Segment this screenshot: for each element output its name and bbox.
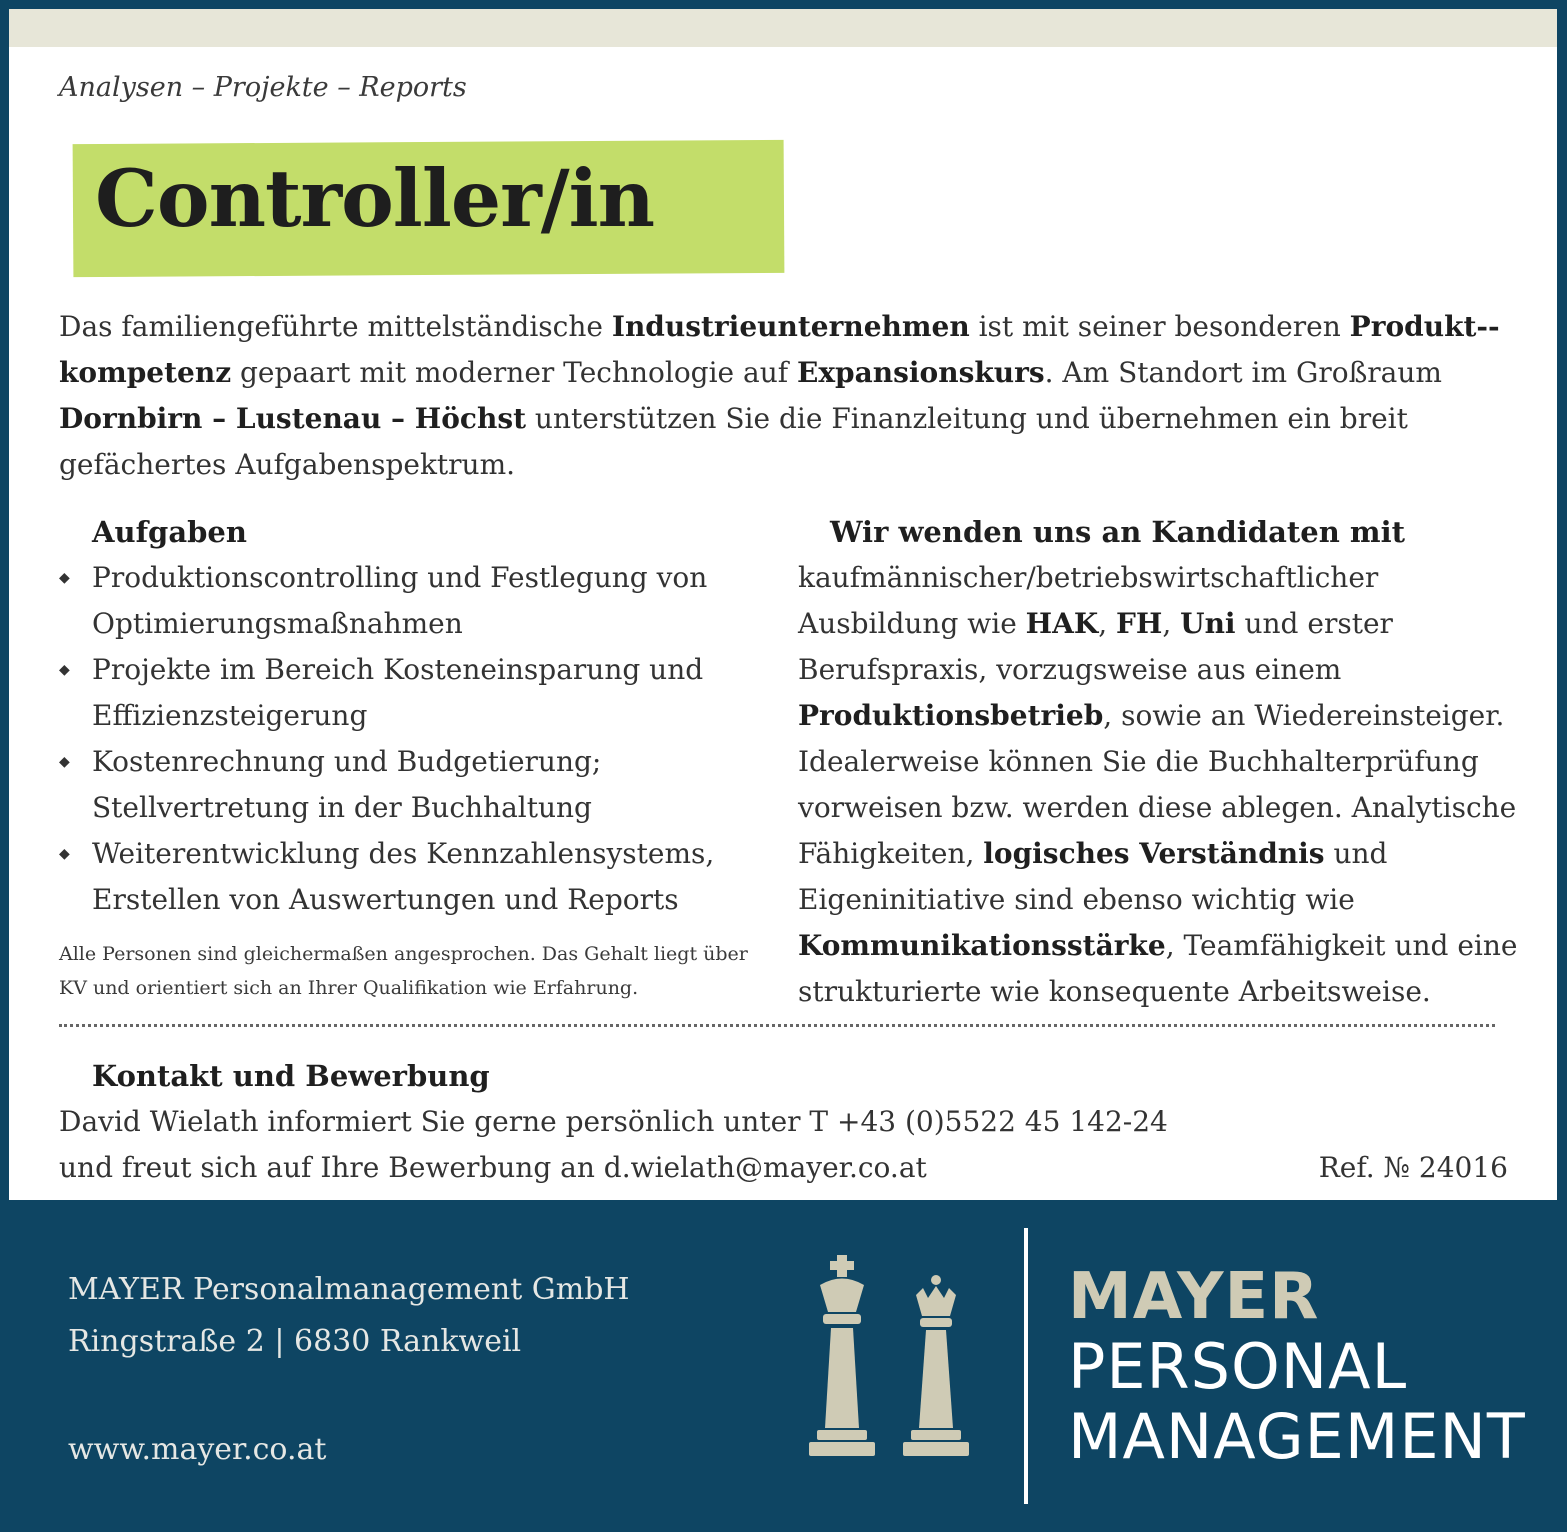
- contact-section: [59, 1053, 1499, 1191]
- profile-heading: Wir wenden uns an Kandidaten mit: [830, 515, 1405, 549]
- brand-line-mayer: MAYER: [1068, 1260, 1320, 1334]
- profile-column: [798, 509, 1518, 1015]
- diamond-bullet-icon: ◆: [59, 846, 70, 862]
- page-title: Controller/in: [95, 152, 655, 245]
- tasks-list: [59, 555, 759, 923]
- contact-email-line: und freut sich auf Ihre Bewerbung an d.wielath@mayer.co.at: [59, 1151, 927, 1184]
- reference-number: Ref. № 24016: [1318, 1151, 1508, 1184]
- profile-text: kaufmännischer/betriebswirtschaftlicher Ausbildung wie HAK, FH, Uni und erster Berufspraxis, vorzugsweise aus einem Produktionsbetrieb, sowie an Wiedereinsteiger. Idealerweise können Sie die Buchhalterprüfung vorweisen bzw. werden diese ablegen. Analytische Fähigkeiten, logisches Verständnis und Eigeninitiative sind ebenso wichtig wie Kommunikationsstärke, Teamfähigkeit und eine strukturierte wie konsequente Arbeitsweise.: [798, 561, 1518, 1008]
- intro-paragraph: Das familiengeführte mittelständische Industrieunternehmen ist mit seiner besonderen Produkt-kompetenz gepaart mit moderner Technologie auf Expansionskurs. Am Standort im Großraum Dornbirn – Lustenau – Höchst unterstützen Sie die Finanzleitung und übernehmen ein breit gefächertes Aufgabenspektrum.: [59, 310, 1500, 481]
- diamond-bullet-icon: ◆: [59, 662, 70, 678]
- brand-logo: [1068, 1262, 1526, 1472]
- list-item: ◆ Kostenrechnung und Budgetierung; Stellvertretung in der Buchhaltung: [59, 739, 759, 831]
- top-band: [9, 9, 1557, 47]
- brand-line-personal: PERSONAL: [1068, 1330, 1408, 1403]
- list-item: ◆ Projekte im Bereich Kosteneinsparung und Effizienzsteigerung: [59, 647, 759, 739]
- brand-divider: [1024, 1228, 1028, 1504]
- list-item: ◆ Weiterentwicklung des Kennzahlensystems, Erstellen von Auswertungen und Reports: [59, 831, 759, 923]
- diamond-bullet-icon: ◆: [59, 754, 70, 770]
- kicker: Analysen – Projekte – Reports: [59, 72, 467, 103]
- list-item: ◆ Produktionscontrolling und Festlegung von Optimierungsmaßnahmen: [59, 555, 759, 647]
- tasks-column: [59, 509, 759, 923]
- chess-pieces-logo-icon: [796, 1250, 996, 1465]
- brand-line-management: MANAGEMENT: [1068, 1400, 1526, 1473]
- dotted-divider: [59, 1024, 1495, 1027]
- equality-salary-note: Alle Personen sind gleichermaßen angesprochen. Das Gehalt liegt über KV und orientiert sich an Ihrer Qualifikation wie Erfahrung.: [59, 943, 748, 999]
- contact-phone-line: David Wielath informiert Sie gerne persönlich unter T +43 (0)5522 45 142-24: [59, 1105, 1168, 1138]
- tasks-heading: Aufgaben: [92, 515, 247, 549]
- footer-address: [68, 1264, 630, 1368]
- street-address: Ringstraße 2 | 6830 Rankweil: [68, 1324, 522, 1359]
- company-name: MAYER Personalmanagement GmbH: [68, 1272, 630, 1307]
- website-link[interactable]: www.mayer.co.at: [68, 1432, 327, 1467]
- contact-heading: Kontakt und Bewerbung: [92, 1059, 490, 1093]
- diamond-bullet-icon: ◆: [59, 570, 70, 586]
